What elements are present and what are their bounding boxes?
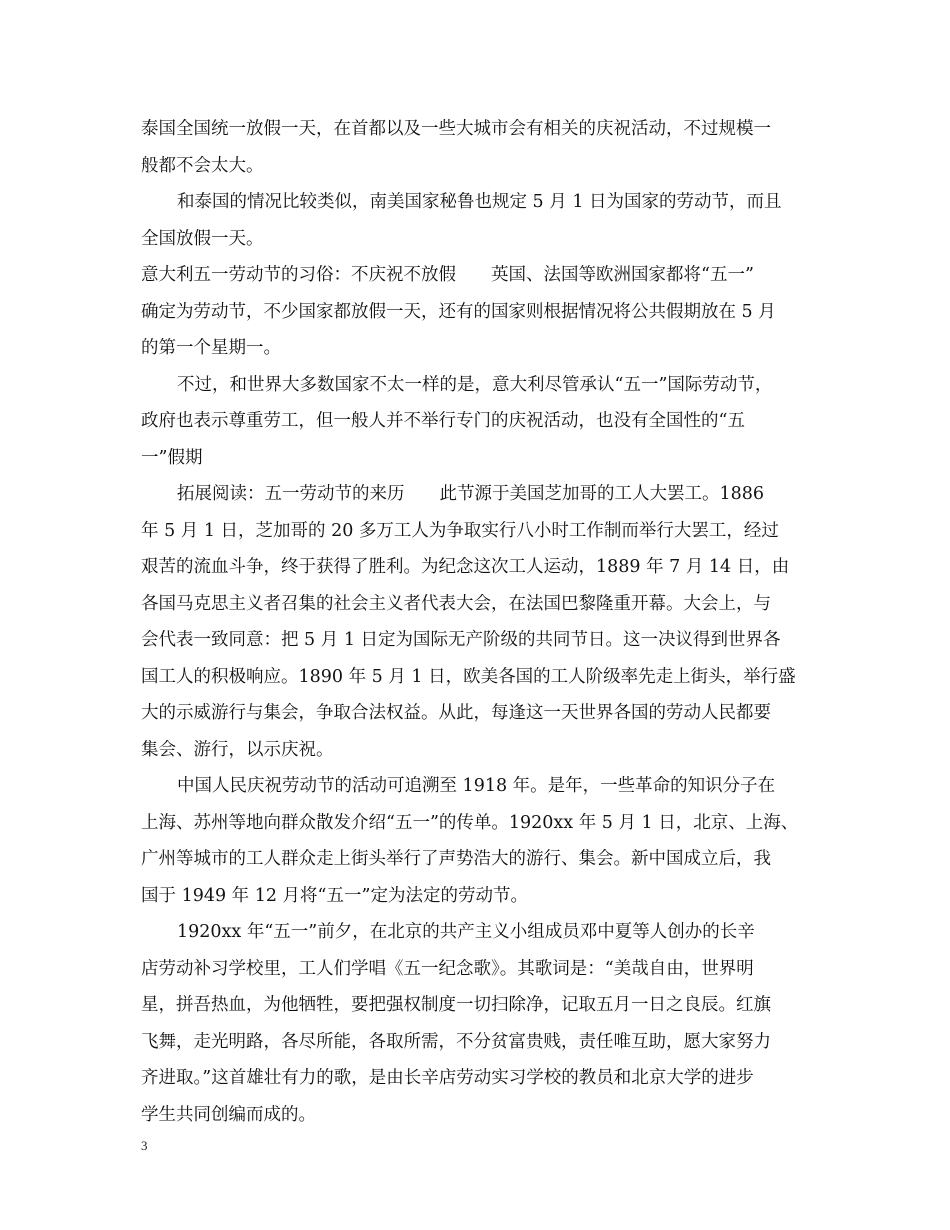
text-line: 国于 1949 年 12 月将“五一”定为法定的劳动节。: [141, 886, 528, 906]
text-line: 学生共同创编而成的。: [141, 1105, 316, 1125]
text-line: 般都不会太大。: [141, 156, 264, 176]
text-line: 各国马克思主义者召集的社会主义者代表大会，在法国巴黎隆重开幕。大会上，与: [141, 594, 771, 614]
text-line: 大的示威游行与集会，争取合法权益。从此，每逢这一天世界各国的劳动人民都要: [141, 703, 771, 723]
text-line: 会代表一致同意：把 5 月 1 日定为国际无产阶级的共同节日。这一决议得到世界各: [141, 630, 781, 650]
text-line: 不过，和世界大多数国家不太一样的是，意大利尽管承认“五一”国际劳动节，: [177, 375, 773, 395]
text-line: 国工人的积极响应。1890 年 5 月 1 日，欧美各国的工人阶级率先走上街头，举行盛: [141, 667, 796, 687]
text-line: 意大利五一劳动节的习俗：不庆祝不放假 英国、法国等欧洲国家都将“五一”: [141, 265, 754, 285]
text-line: 广州等城市的工人群众走上街头举行了声势浩大的游行、集会。新中国成立后，我: [141, 849, 771, 869]
text-line: 星，拼吾热血，为他牺牲，要把强权制度一切扫除净，记取五月一日之良辰。红旗: [141, 995, 771, 1015]
text-line: 集会、游行，以示庆祝。: [141, 740, 334, 760]
text-line: 艰苦的流血斗争，终于获得了胜利。为纪念这次工人运动，1889 年 7 月 14 日，由: [141, 557, 790, 577]
text-line: 泰国全国统一放假一天，在首都以及一些大城市会有相关的庆祝活动，不过规模一: [141, 119, 771, 139]
page-number: 3: [141, 1138, 148, 1153]
text-line: 一”假期: [141, 448, 203, 468]
text-line: 拓展阅读：五一劳动节的来历 此节源于美国芝加哥的工人大罢工。1886: [177, 484, 765, 504]
text-line: 全国放假一天。: [141, 229, 264, 249]
text-line: 1920xx 年“五一”前夕，在北京的共产主义小组成员邓中夏等人创办的长辛: [177, 922, 755, 942]
text-line: 齐进取。”这首雄壮有力的歌，是由长辛店劳动实习学校的教员和北京大学的进步: [141, 1068, 754, 1088]
text-line: 的第一个星期一。: [141, 338, 281, 358]
text-line: 和泰国的情况比较类似，南美国家秘鲁也规定 5 月 1 日为国家的劳动节，而且: [177, 192, 782, 212]
text-line: 政府也表示尊重劳工，但一般人并不举行专门的庆祝活动，也没有全国性的“五: [141, 411, 745, 431]
text-line: 确定为劳动节，不少国家都放假一天，还有的国家则根据情况将公共假期放在 5 月: [141, 302, 776, 322]
text-line: 店劳动补习学校里，工人们学唱《五一纪念歌》。其歌词是：“美哉自由，世界明: [141, 959, 754, 979]
text-line: 年 5 月 1 日，芝加哥的 20 多万工人为争取实行八小时工作制而举行大罢工，经过: [141, 521, 779, 541]
text-line: 上海、苏州等地向群众散发介绍“五一”的传单。1920xx 年 5 月 1 日，北京、上海、: [141, 813, 799, 833]
text-line: 中国人民庆祝劳动节的活动可追溯至 1918 年。是年，一些革命的知识分子在: [177, 776, 776, 796]
text-line: 飞舞，走光明路，各尽所能，各取所需，不分贫富贵贱，责任唯互助，愿大家努力: [141, 1032, 771, 1052]
